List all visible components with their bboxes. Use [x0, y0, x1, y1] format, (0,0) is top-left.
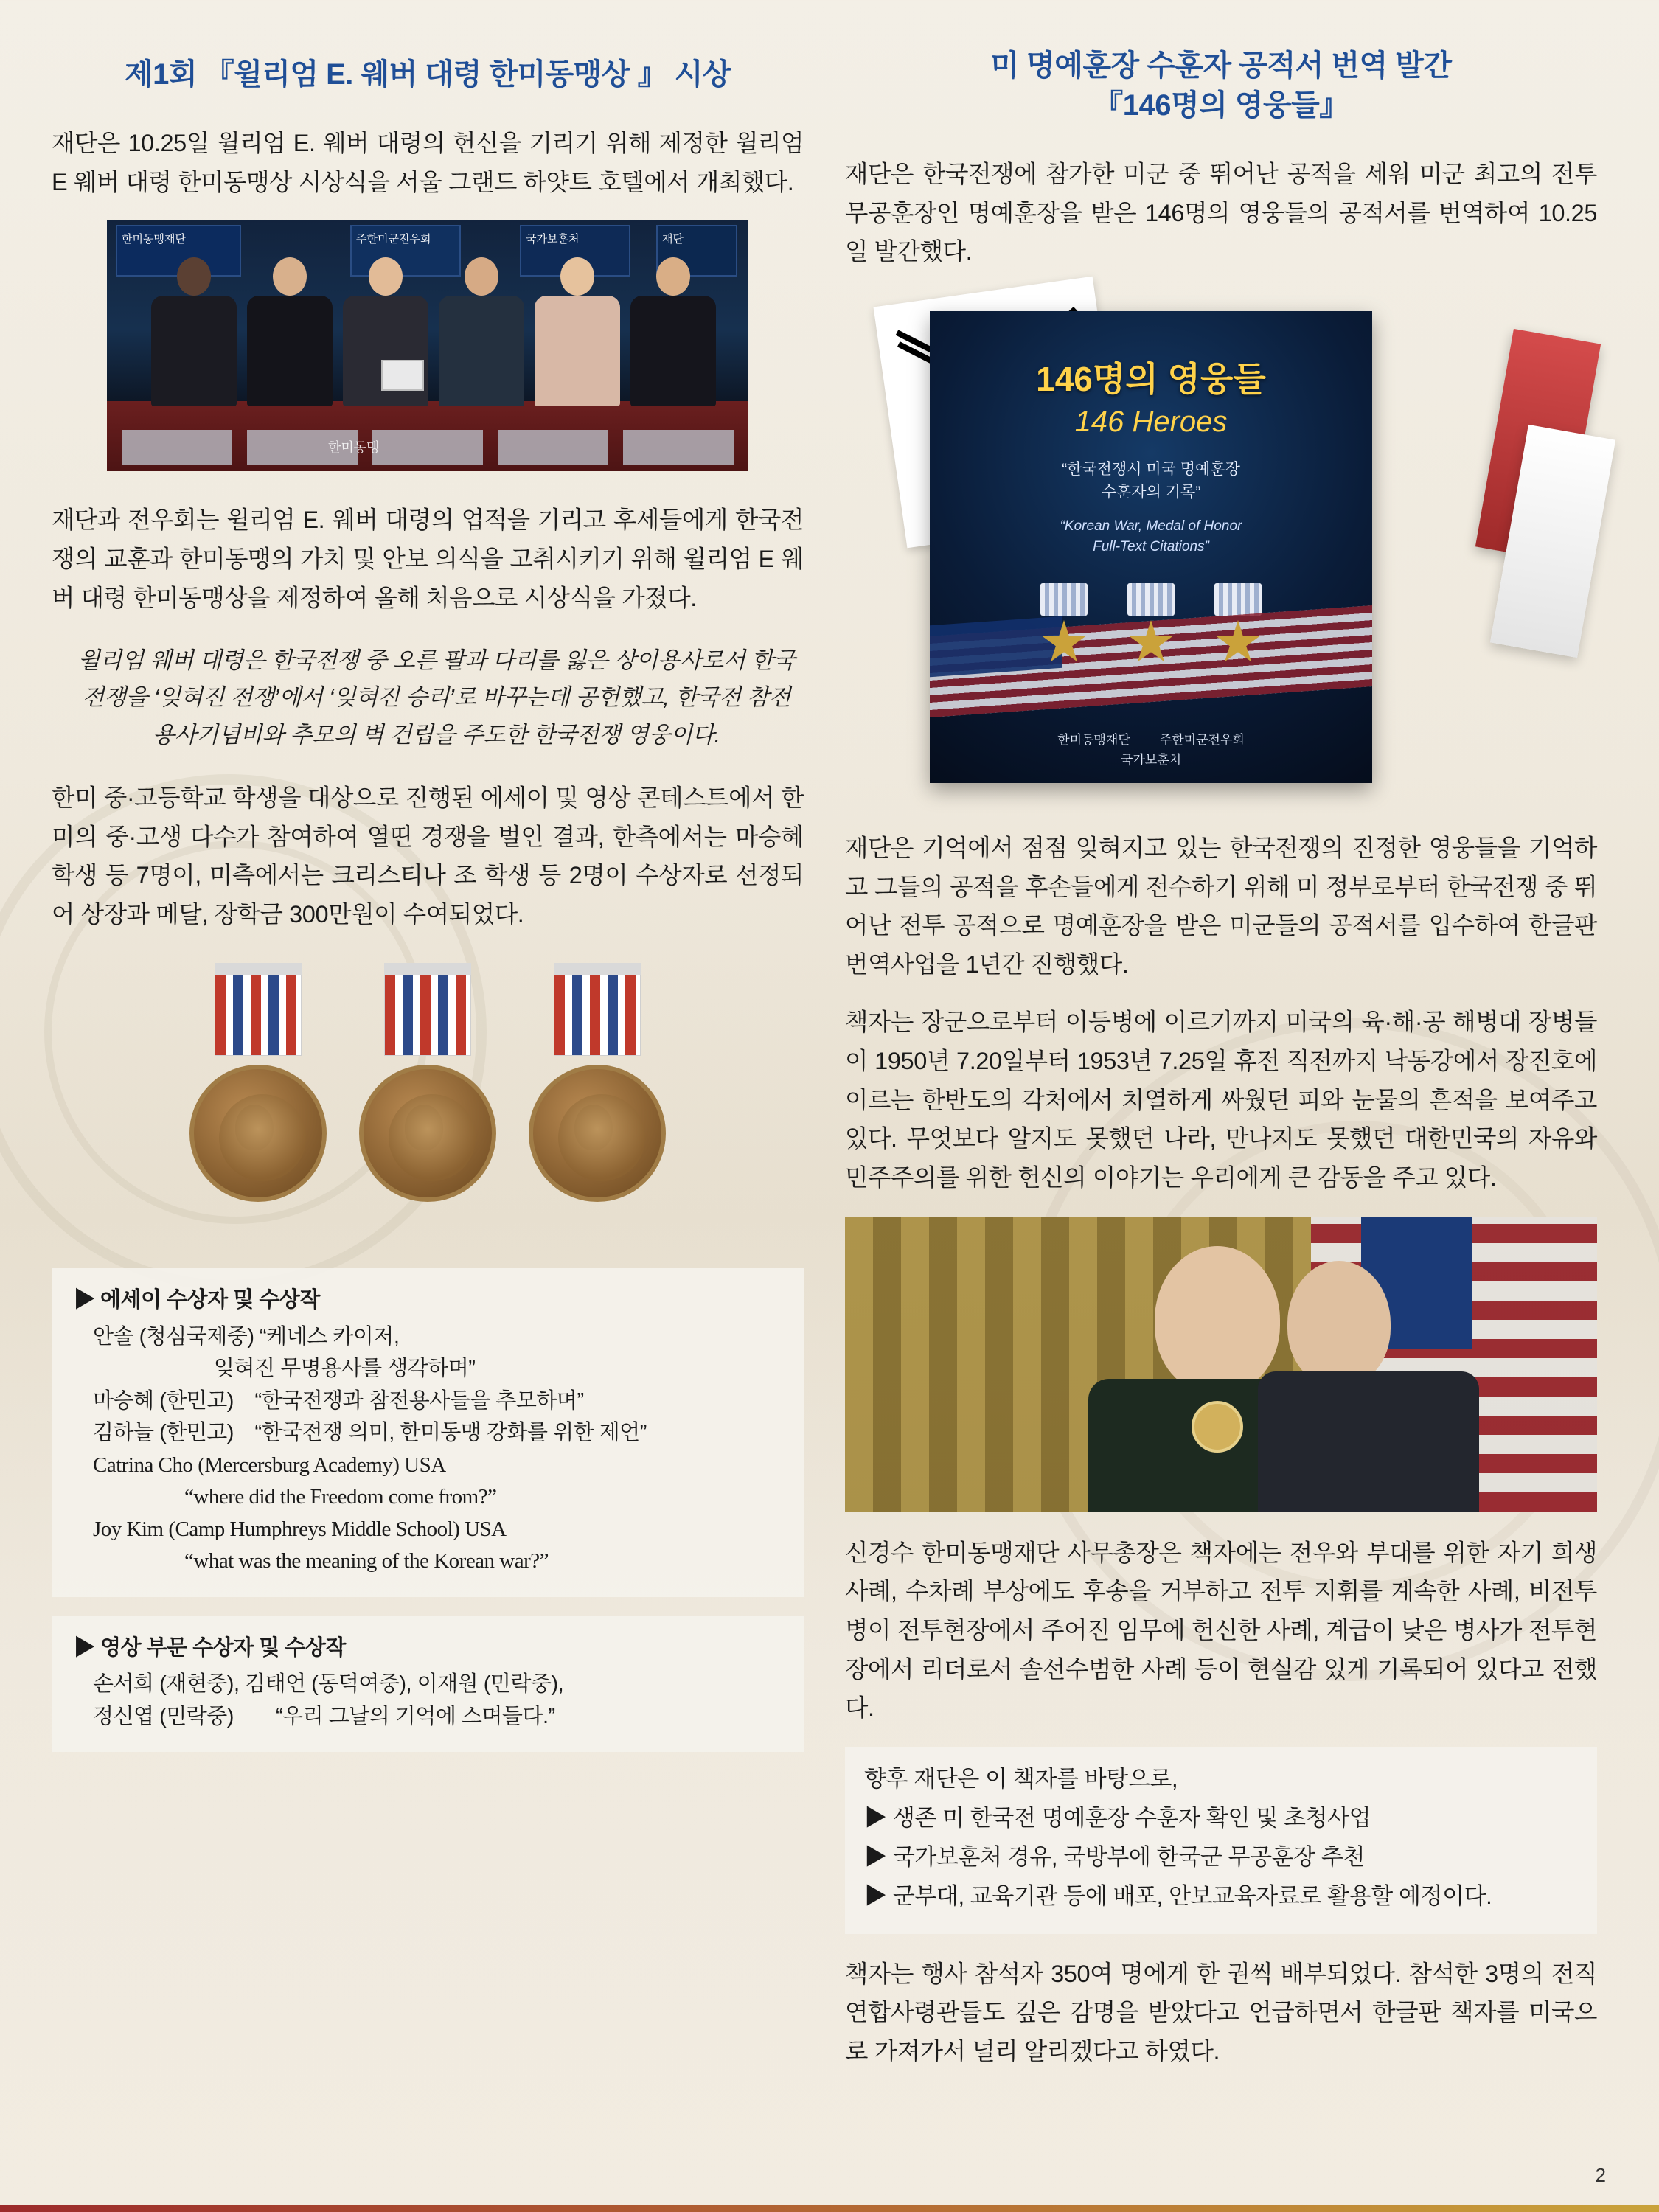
page-number: 2	[1595, 2164, 1606, 2186]
video-winner-line: 정신엽 (민락중) “우리 그날의 기억에 스며들다.”	[93, 1704, 555, 1728]
stage-panel	[498, 430, 608, 465]
photo-person	[439, 257, 524, 406]
video-winners-title: ▶ 영상 부문 수상자 및 수상작	[74, 1635, 346, 1660]
right-paragraph-3: 책자는 장군으로부터 이등병에 이르기까지 미국의 육·해·공 해병대 장병들이 1950년 7.20일부터 1953년 7.25일 휴전 직전까지 낙동강에서 장진호에 이르는 한반도의 각처에서 치열하게 싸웠던 피와 눈물의 흔적을 보여주고 있다. 무엇보다 알지도 못했던 나라, 만나지도 못했던 대한민국의 자유와 민주주의를 위한 헌신의 이야기는 우리에게 큰 감동을 주고 있다.	[845, 1009, 1597, 1192]
future-plans-item: ▶ 군부대, 교육기관 등에 배포, 안보교육자료로 활용할 예정이다.	[864, 1882, 1492, 1909]
backdrop-banner-2: 주한미군전우회	[350, 225, 461, 276]
book-org-1: 한미동맹재단	[1057, 732, 1130, 747]
presenter-figure	[1287, 1261, 1391, 1386]
right-paragraph-4: 신경수 한미동맹재단 사무총장은 책자에는 전우와 부대를 위한 자기 희생 사례, 수차례 부상에도 후송을 거부하고 전투 지휘를 계속한 사례, 비전투병이 전투현장에서 주어진 임무에 헌신한 사례, 계급이 낮은 병사가 전투현장에서 리더로서 솔선수범한 사례 등이 현실감 있게 기록되어 있다고 전했다.	[845, 1539, 1597, 1722]
photo-person	[535, 257, 620, 406]
future-plans-item: ▶ 생존 미 한국전 명예훈장 수훈자 확인 및 초청사업	[864, 1804, 1371, 1831]
future-plans-intro: 향후 재단은 이 책자를 바탕으로,	[864, 1765, 1178, 1792]
left-section-title: 제1회 『윌리엄 E. 웨버 대령 한미동맹상 』 시상	[124, 58, 731, 91]
book-subtitle-ko-line1: “한국전쟁시 미국 명예훈장	[1062, 460, 1240, 478]
essay-winner-line: 마승혜 (한민고) “한국전쟁과 참전용사들을 추모하며”	[93, 1388, 584, 1413]
book-org-2: 주한미군전우회	[1159, 732, 1245, 747]
medal-presentation-photo	[845, 1217, 1597, 1512]
veteran-figure	[1155, 1246, 1280, 1394]
book-org-3: 국가보훈처	[1120, 752, 1182, 767]
presenter-suit	[1258, 1371, 1479, 1512]
left-paragraph-3: 한미 중·고등학교 학생을 대상으로 진행된 에세이 및 영상 콘테스트에서 한미의 중·고생 다수가 참여하여 열띤 경쟁을 벌인 결과, 한측에서는 마승혜 학생 등 7명이, 미측에서는 크리스티나 조 학생 등 2명이 수상자로 선정되어 상장과 메달, 장학금 300만원이 수여되었다.	[52, 784, 804, 928]
right-title-line-2: 『146명의 영웅들』	[1093, 89, 1349, 122]
stage-panel	[623, 430, 734, 465]
medal-of-honor-award	[1192, 1401, 1243, 1453]
stage-panel	[372, 430, 483, 465]
video-winners-box	[52, 1616, 804, 1753]
book-cover	[930, 311, 1372, 783]
essay-winner-line: 안솔 (청심국제중) “케네스 카이저,	[93, 1324, 400, 1349]
book-subtitle-ko-line2: 수훈자의 기록”	[1101, 484, 1201, 501]
right-paragraph-1: 재단은 한국전쟁에 참가한 미군 중 뛰어난 공적을 세워 미군 최고의 전투 무공훈장인 명예훈장을 받은 146명의 영웅들의 공적서를 번역하여 10.25일 발간했다.	[845, 161, 1597, 265]
essay-winners-box	[52, 1268, 804, 1597]
medal-coin	[529, 1065, 666, 1202]
photo-person	[151, 257, 237, 406]
left-paragraph-1: 재단은 10.25일 윌리엄 E. 웨버 대령의 헌신을 기리기 위해 제정한 윌리엄 E 웨버 대령 한미동맹상 시상식을 서울 그랜드 하얏트 호텔에서 개최했다.	[52, 130, 804, 195]
right-title-line-1: 미 명예훈장 수훈자 공적서 번역 발간	[990, 49, 1452, 82]
right-column	[845, 29, 1597, 2090]
stage-logo-text: 한미동맹	[328, 440, 380, 456]
book-footer	[930, 730, 1372, 770]
photo-person	[630, 257, 716, 406]
stage-panel	[122, 430, 232, 465]
essay-winner-line: 김하늘 (한민고) “한국전쟁 의미, 한미동맹 강화를 위한 제언”	[93, 1421, 647, 1445]
book-subtitle-ko	[930, 458, 1372, 504]
essay-winner-line: “what was the meaning of the Korean war?”	[184, 1549, 549, 1573]
backdrop-banner-3: 국가보훈처	[520, 225, 630, 276]
backdrop-banner-1: 한미동맹재단	[116, 225, 241, 276]
essay-winner-line: Catrina Cho (Mercersburg Academy) USA	[93, 1453, 446, 1477]
backdrop-banner-4: 재단	[656, 225, 737, 276]
right-paragraph-2: 재단은 기억에서 점점 잊혀지고 있는 한국전쟁의 진정한 영웅들을 기억하고 그들의 공적을 후손들에게 전수하기 위해 미 정부로부터 한국전쟁 중 뛰어난 전투 공적으로 명예훈장을 받은 미군들의 공적서를 입수하여 한글판 번역사업을 1년간 진행했다.	[845, 834, 1597, 978]
photo-person	[247, 257, 333, 406]
essay-winner-line: “where did the Freedom come from?”	[184, 1485, 497, 1509]
award-plaque	[381, 360, 424, 391]
video-winner-line: 손서희 (재현중), 김태언 (동덕여중), 이재원 (민락중),	[93, 1672, 564, 1697]
essay-winner-line: 잊혀진 무명용사를 생각하며”	[214, 1357, 476, 1381]
book-title-en: 146 Heroes	[1074, 405, 1228, 438]
essay-winner-line: Joy Kim (Camp Humphreys Middle School) USA	[93, 1517, 507, 1541]
book-subtitle-en-line2: Full-Text Citations”	[1093, 539, 1209, 555]
book-cover-photo	[845, 291, 1597, 799]
right-section-title	[845, 46, 1597, 125]
left-column	[52, 29, 804, 2090]
essay-winners-title: ▶ 에세이 수상자 및 수상작	[74, 1288, 320, 1312]
medal-item	[524, 963, 671, 1202]
book-subtitle-en-line1: “Korean War, Medal of Honor	[1060, 518, 1242, 534]
left-paragraph-2: 재단과 전우회는 윌리엄 E. 웨버 대령의 업적을 기리고 후세들에게 한국전쟁의 교훈과 한미동맹의 가치 및 안보 의식을 고취시키기 위해 윌리엄 E 웨버 대령 한미동맹상을 제정하여 올해 처음으로 시상식을 가졌다.	[52, 507, 804, 611]
book-subtitle-en	[930, 516, 1372, 558]
us-flag-union	[930, 616, 1062, 678]
medal-coin	[359, 1065, 496, 1202]
right-paragraph-5: 책자는 행사 참석자 350여 명에게 한 권씩 배부되었다. 참석한 3명의 전직 연합사령관들도 깊은 감명을 받았다고 언급하면서 한글판 책자를 미국으로 가져가서 널리 알리겠다고 하였다.	[845, 1960, 1597, 2065]
commemorative-medals-photo	[147, 963, 708, 1243]
photo-stage-floor	[107, 401, 748, 471]
future-plans-item: ▶ 국가보훈처 경유, 국방부에 한국군 무공훈장 추천	[864, 1843, 1366, 1870]
medal-item	[184, 963, 332, 1202]
footer-rule	[0, 2205, 1659, 2212]
book-title-ko: 146명의 영웅들	[1036, 359, 1266, 398]
left-quote: 윌리엄 웨버 대령은 한국전쟁 중 오른 팔과 다리를 잃은 상이용사로서 한국전쟁을 ‘잊혀진 전쟁’에서 ‘잊혀진 승리’로 바꾸는데 공헌했고, 한국전 참전용사기념비와 추모의 벽 건립을 주도한 한국전쟁 영웅이다.	[77, 647, 796, 748]
award-ceremony-photo	[107, 220, 748, 471]
medal-coin	[189, 1065, 327, 1202]
future-plans-box	[845, 1747, 1597, 1934]
two-column-layout	[52, 29, 1607, 2090]
medal-item	[354, 963, 501, 1202]
